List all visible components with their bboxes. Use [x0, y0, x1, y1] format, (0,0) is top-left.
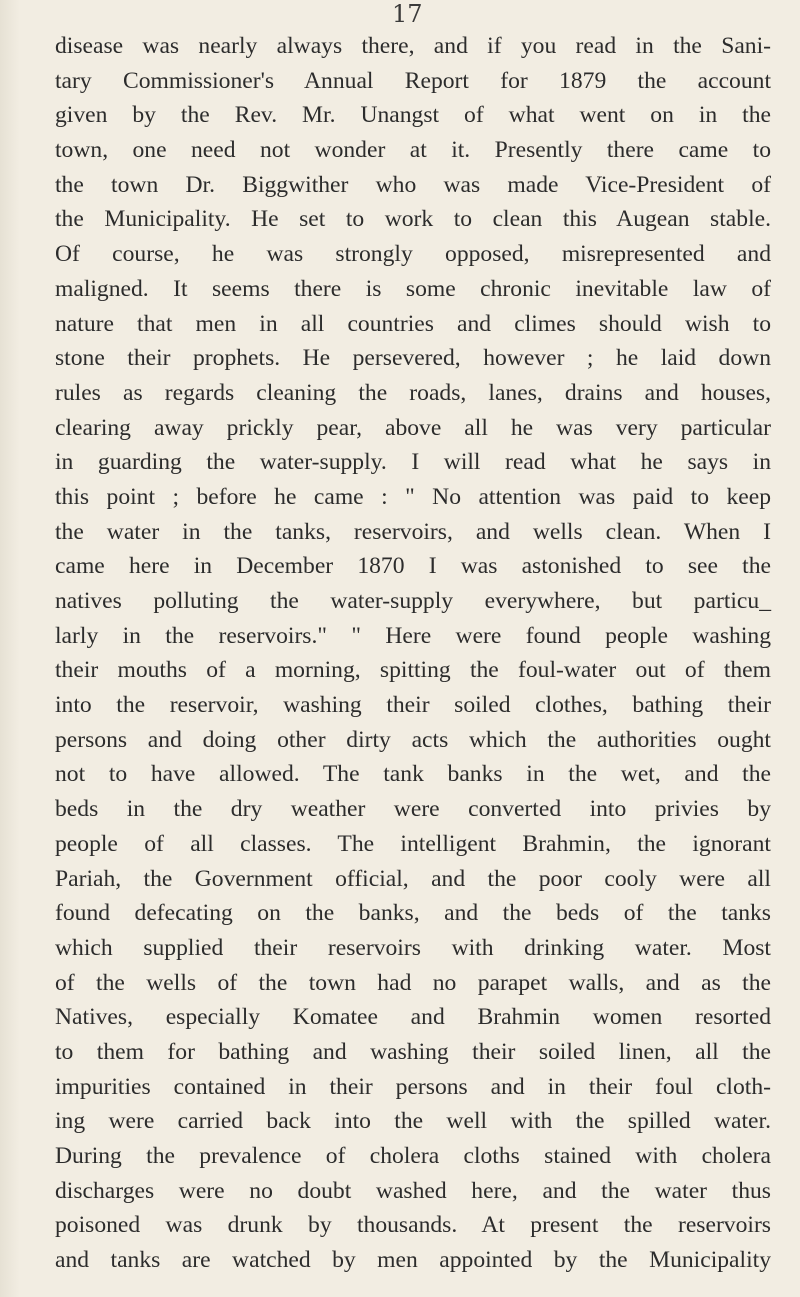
- text-line: given by the Rev. Mr. Unangst of what went on in the: [55, 102, 771, 129]
- text-line: natives polluting the water-supply everywhere, but particu_: [55, 588, 771, 614]
- text-line: ing were carried back into the well with the spilled water.: [55, 1108, 771, 1135]
- text-line: into the reservoir, washing their soiled clothes, bathing their: [55, 692, 771, 719]
- text-line: found defecating on the banks, and the beds of the tanks: [55, 900, 771, 927]
- text-line: came here in December 1870 I was astonished to see the: [55, 553, 771, 580]
- text-line: poisoned was drunk by thousands. At present the reservoirs: [55, 1212, 771, 1239]
- text-line: persons and doing other dirty acts which the authorities ought: [55, 726, 771, 753]
- text-line: discharges were no doubt washed here, and the water thus: [55, 1177, 771, 1204]
- text-line: disease was nearly always there, and if you read in the Sani-: [55, 33, 771, 59]
- text-line: rules as regards cleaning the roads, lanes, drains and houses,: [55, 379, 771, 406]
- text-line: Of course, he was strongly opposed, misrepresented and: [55, 241, 771, 268]
- body-text: [55, 29, 771, 1278]
- text-line: the Municipality. He set to work to clean this Augean stable.: [55, 206, 771, 233]
- text-line: stone their prophets. He persevered, however ; he laid down: [55, 345, 771, 372]
- text-line: maligned. It seems there is some chronic inevitable law of: [55, 275, 771, 302]
- page-number: 17: [392, 0, 423, 28]
- text-line: tary Commissioner's Annual Report for 1879 the account: [55, 67, 771, 94]
- text-line: this point ; before he came : " No attention was paid to keep: [55, 483, 771, 510]
- text-line: people of all classes. The intelligent Brahmin, the ignorant: [55, 830, 771, 857]
- text-line: which supplied their reservoirs with drinking water. Most: [55, 934, 771, 961]
- text-line: beds in the dry weather were converted into privies by: [55, 796, 771, 823]
- text-line: Pariah, the Government official, and the poor cooly were all: [55, 865, 771, 892]
- text-line: the town Dr. Biggwither who was made Vice-President of: [55, 171, 771, 198]
- text-line: and tanks are watched by men appointed by the Municipality: [55, 1247, 771, 1274]
- text-line: in guarding the water-supply. I will read what he says in: [55, 449, 771, 476]
- text-line: During the prevalence of cholera cloths stained with cholera: [55, 1143, 771, 1169]
- text-line: nature that men in all countries and climes should wish to: [55, 310, 771, 337]
- text-line: of the wells of the town had no parapet walls, and as the: [55, 969, 771, 996]
- text-line: the water in the tanks, reservoirs, and wells clean. When I: [55, 518, 771, 545]
- text-line: Natives, especially Komatee and Brahmin women resorted: [55, 1004, 771, 1031]
- text-line: not to have allowed. The tank banks in the wet, and the: [55, 761, 771, 788]
- text-line: larly in the reservoirs." " Here were found people washing: [55, 622, 771, 649]
- text-line: town, one need not wonder at it. Presently there came to: [55, 137, 771, 164]
- text-line: their mouths of a morning, spitting the foul-water out of them: [55, 657, 771, 684]
- text-line: to them for bathing and washing their soiled linen, all the: [55, 1038, 771, 1065]
- text-line: clearing away prickly pear, above all he was very particular: [55, 414, 771, 441]
- text-line: impurities contained in their persons and in their foul cloth-: [55, 1073, 771, 1100]
- page-gutter-shadow: [0, 0, 20, 1297]
